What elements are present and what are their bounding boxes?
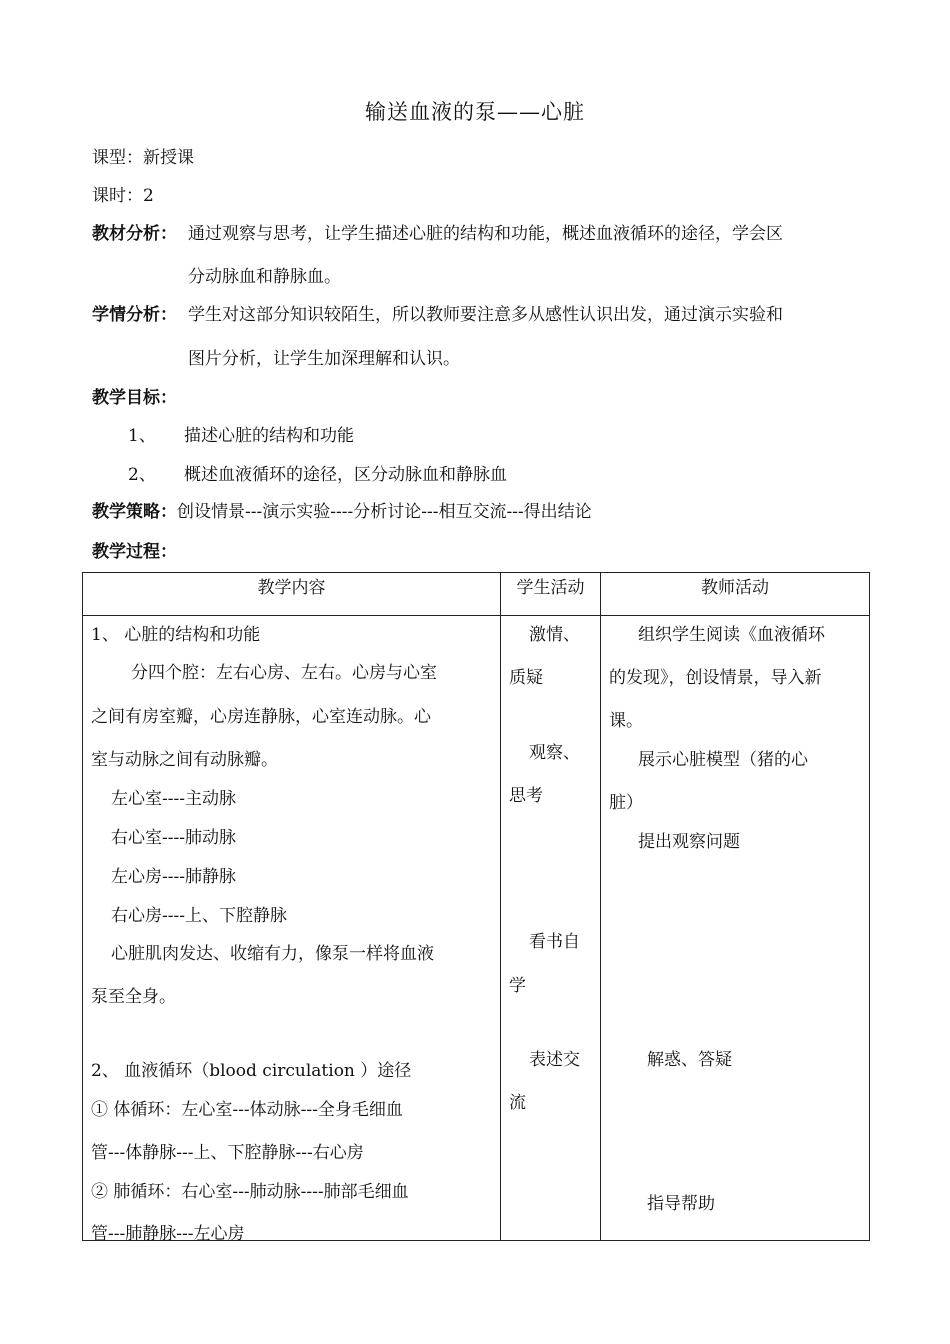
teacher-line: 脏）	[609, 793, 643, 813]
content-line: 室与动脉之间有动脉瓣。	[91, 750, 278, 770]
content-line: ② 肺循环：右心室---肺动脉----肺部毛细血	[91, 1182, 409, 1202]
student-line: 表述交	[529, 1050, 580, 1070]
objectives-label: 教学目标：	[92, 388, 177, 408]
student-line: 质疑	[509, 668, 543, 688]
student-line: 看书自	[529, 932, 580, 952]
material-analysis-label: 教材分析：	[92, 224, 177, 244]
content-line: 之间有房室瓣，心房连静脉，心室连动脉。心	[91, 707, 431, 727]
strategy-text: 创设情景---演示实验----分析讨论---相互交流---得出结论	[177, 502, 592, 522]
teacher-line: 的发现》，创设情景，导入新	[609, 668, 822, 688]
header-content: 教学内容	[83, 573, 501, 616]
material-analysis-line1: 通过观察与思考，让学生描述心脏的结构和功能，概述血液循环的途径，学会区	[188, 224, 783, 244]
teacher-line: 提出观察问题	[638, 832, 740, 852]
content-line: 心脏肌肉发达、收缩有力，像泵一样将血液	[111, 944, 434, 964]
objective-item	[128, 460, 507, 485]
content-line: 管---肺静脉---左心房	[91, 1224, 245, 1244]
course-type: 课型：新授课	[92, 148, 194, 168]
student-analysis-line1: 学生对这部分知识较陌生，所以教师要注意多从感性认识出发，通过演示实验和	[188, 305, 783, 325]
document-title: 输送血液的泵——心脏	[365, 100, 585, 124]
objective-item	[128, 421, 354, 446]
content-line: 分四个腔：左右心房、左右。心房与心室	[131, 663, 437, 683]
material-analysis-line2: 分动脉血和静脉血。	[188, 267, 341, 287]
content-line: 泵至全身。	[91, 987, 176, 1007]
content-line: 右心房----上、下腔静脉	[111, 906, 287, 926]
teacher-activity-cell	[601, 616, 870, 1241]
student-analysis-label: 学情分析：	[92, 305, 177, 325]
content-line: 右心室----肺动脉	[111, 828, 236, 848]
process-label: 教学过程：	[92, 542, 177, 562]
content-line: 左心室----主动脉	[111, 789, 236, 809]
student-line: 激情、	[529, 625, 580, 645]
student-activity-cell	[501, 616, 601, 1241]
header-teacher: 教师活动	[601, 573, 870, 616]
student-line: 流	[509, 1093, 526, 1113]
table-header-row	[83, 573, 870, 616]
student-line: 观察、	[529, 743, 580, 763]
teacher-line: 展示心脏模型（猪的心	[638, 750, 808, 770]
header-student: 学生活动	[501, 573, 601, 616]
strategy-line	[92, 497, 592, 522]
teacher-line: 指导帮助	[647, 1194, 715, 1214]
teacher-line: 课。	[609, 711, 643, 731]
teacher-line: 组织学生阅读《血液循环	[638, 625, 825, 645]
teacher-line: 解惑、答疑	[647, 1050, 732, 1070]
content-line: 2、 血液循环（blood circulation ）途径	[91, 1061, 412, 1081]
objective-text: 概述血液循环的途径，区分动脉血和静脉血	[184, 465, 507, 485]
objective-text: 描述心脏的结构和功能	[184, 426, 354, 446]
objective-number: 1、	[128, 426, 156, 446]
lesson-table	[82, 572, 870, 1244]
student-line: 思考	[509, 786, 543, 806]
content-line: ① 体循环：左心室---体动脉---全身毛细血	[91, 1100, 403, 1120]
course-hours: 课时：2	[92, 186, 154, 206]
objective-number: 2、	[128, 465, 156, 485]
content-line: 1、 心脏的结构和功能	[91, 625, 261, 645]
strategy-label: 教学策略：	[92, 502, 177, 522]
content-line: 左心房----肺静脉	[111, 867, 236, 887]
content-line: 管---体静脉---上、下腔静脉---右心房	[91, 1143, 364, 1163]
table-row	[83, 616, 870, 1241]
content-cell	[83, 616, 501, 1244]
student-line: 学	[509, 976, 526, 996]
student-analysis-line2: 图片分析，让学生加深理解和认识。	[188, 349, 460, 369]
